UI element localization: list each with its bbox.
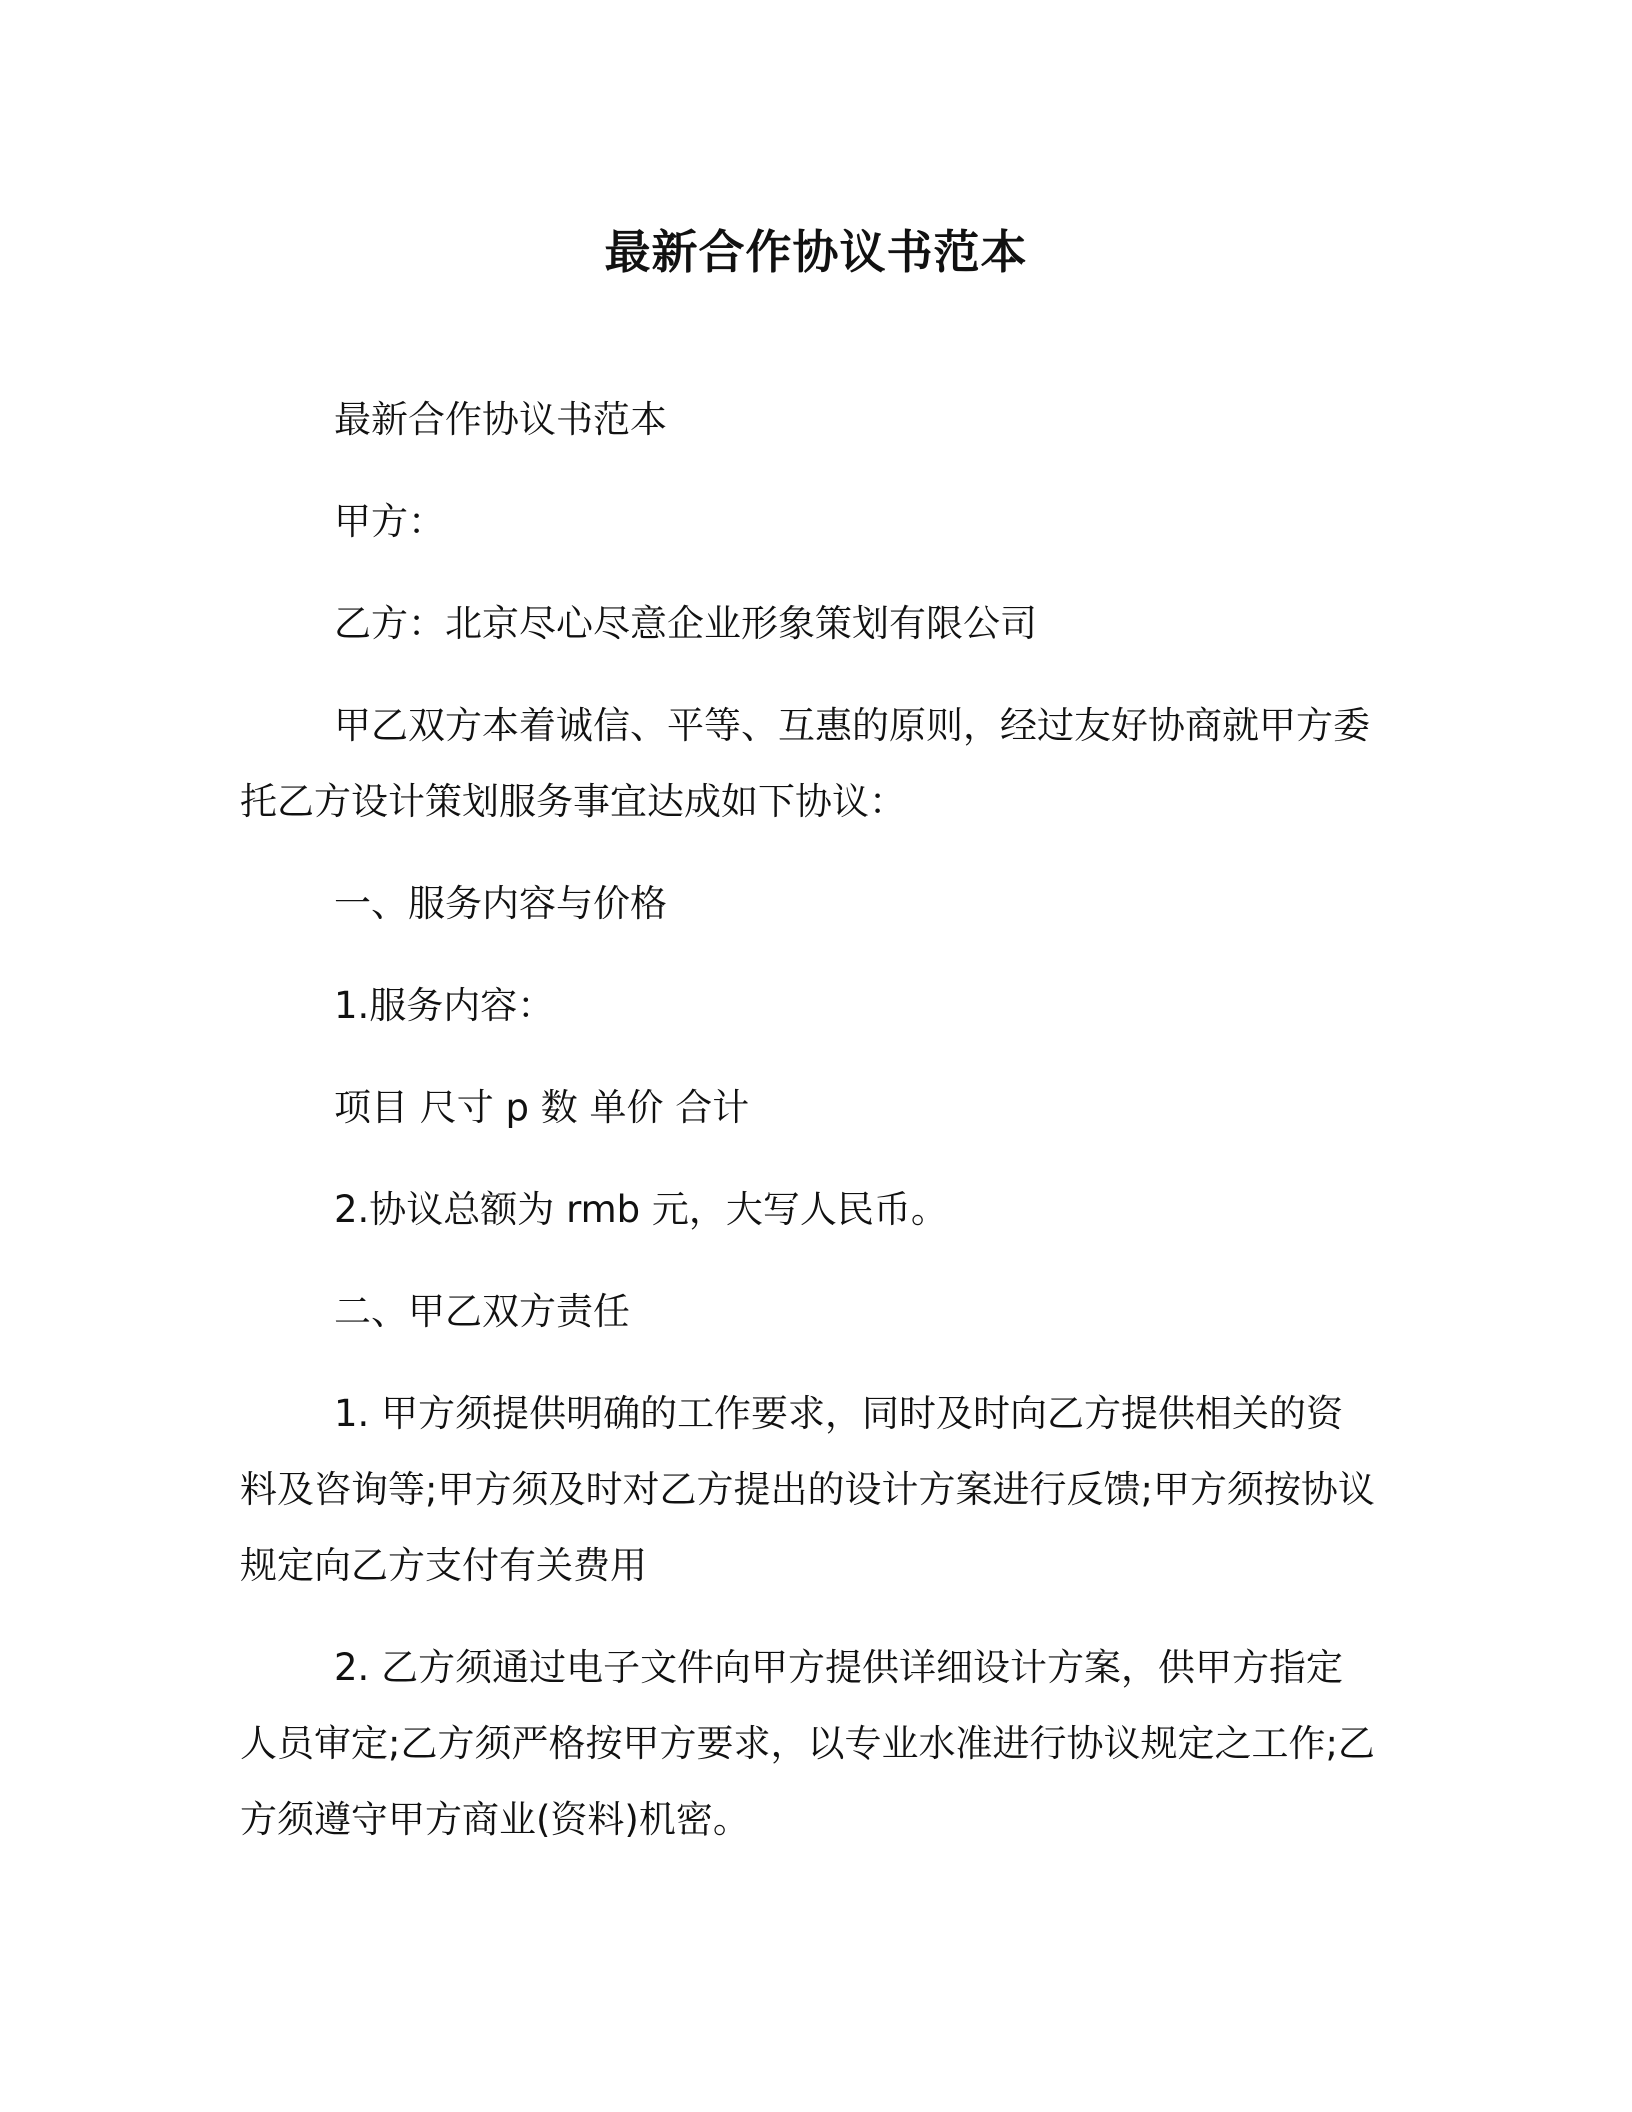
section-2-heading: 二、甲乙双方责任 bbox=[334, 1290, 630, 1333]
document-title: 最新合作协议书范本 bbox=[604, 225, 1028, 279]
party-a-line: 甲方： bbox=[334, 500, 445, 543]
item-table-header: 项目 尺寸 p 数 单价 合计 bbox=[334, 1086, 750, 1129]
section-1-heading: 一、服务内容与价格 bbox=[334, 882, 667, 925]
preamble-paragraph: 甲乙双方本着诚信、平等、互惠的原则，经过友好协商就甲方委托乙方设计策划服务事宜达成如下协议： bbox=[240, 704, 1370, 823]
party-b-duties-paragraph: 2. 乙方须通过电子文件向甲方提供详细设计方案，供甲方指定人员审定;乙方须严格按甲方要求，以专业水准进行协议规定之工作;乙方须遵守甲方商业(资料)机密。 bbox=[240, 1646, 1375, 1841]
party-b-line: 乙方：北京尽心尽意企业形象策划有限公司 bbox=[334, 602, 1037, 645]
document-body bbox=[240, 382, 1380, 1858]
agreement-total-line: 2.协议总额为 rmb 元，大写人民币。 bbox=[334, 1188, 948, 1231]
party-a-duties-paragraph: 1. 甲方须提供明确的工作要求，同时及时向乙方提供相关的资料及咨询等;甲方须及时对乙方提出的设计方案进行反馈;甲方须按协议规定向乙方支付有关费用 bbox=[240, 1392, 1375, 1587]
service-content-label: 1.服务内容： bbox=[334, 984, 555, 1027]
document-subtitle: 最新合作协议书范本 bbox=[334, 398, 667, 441]
